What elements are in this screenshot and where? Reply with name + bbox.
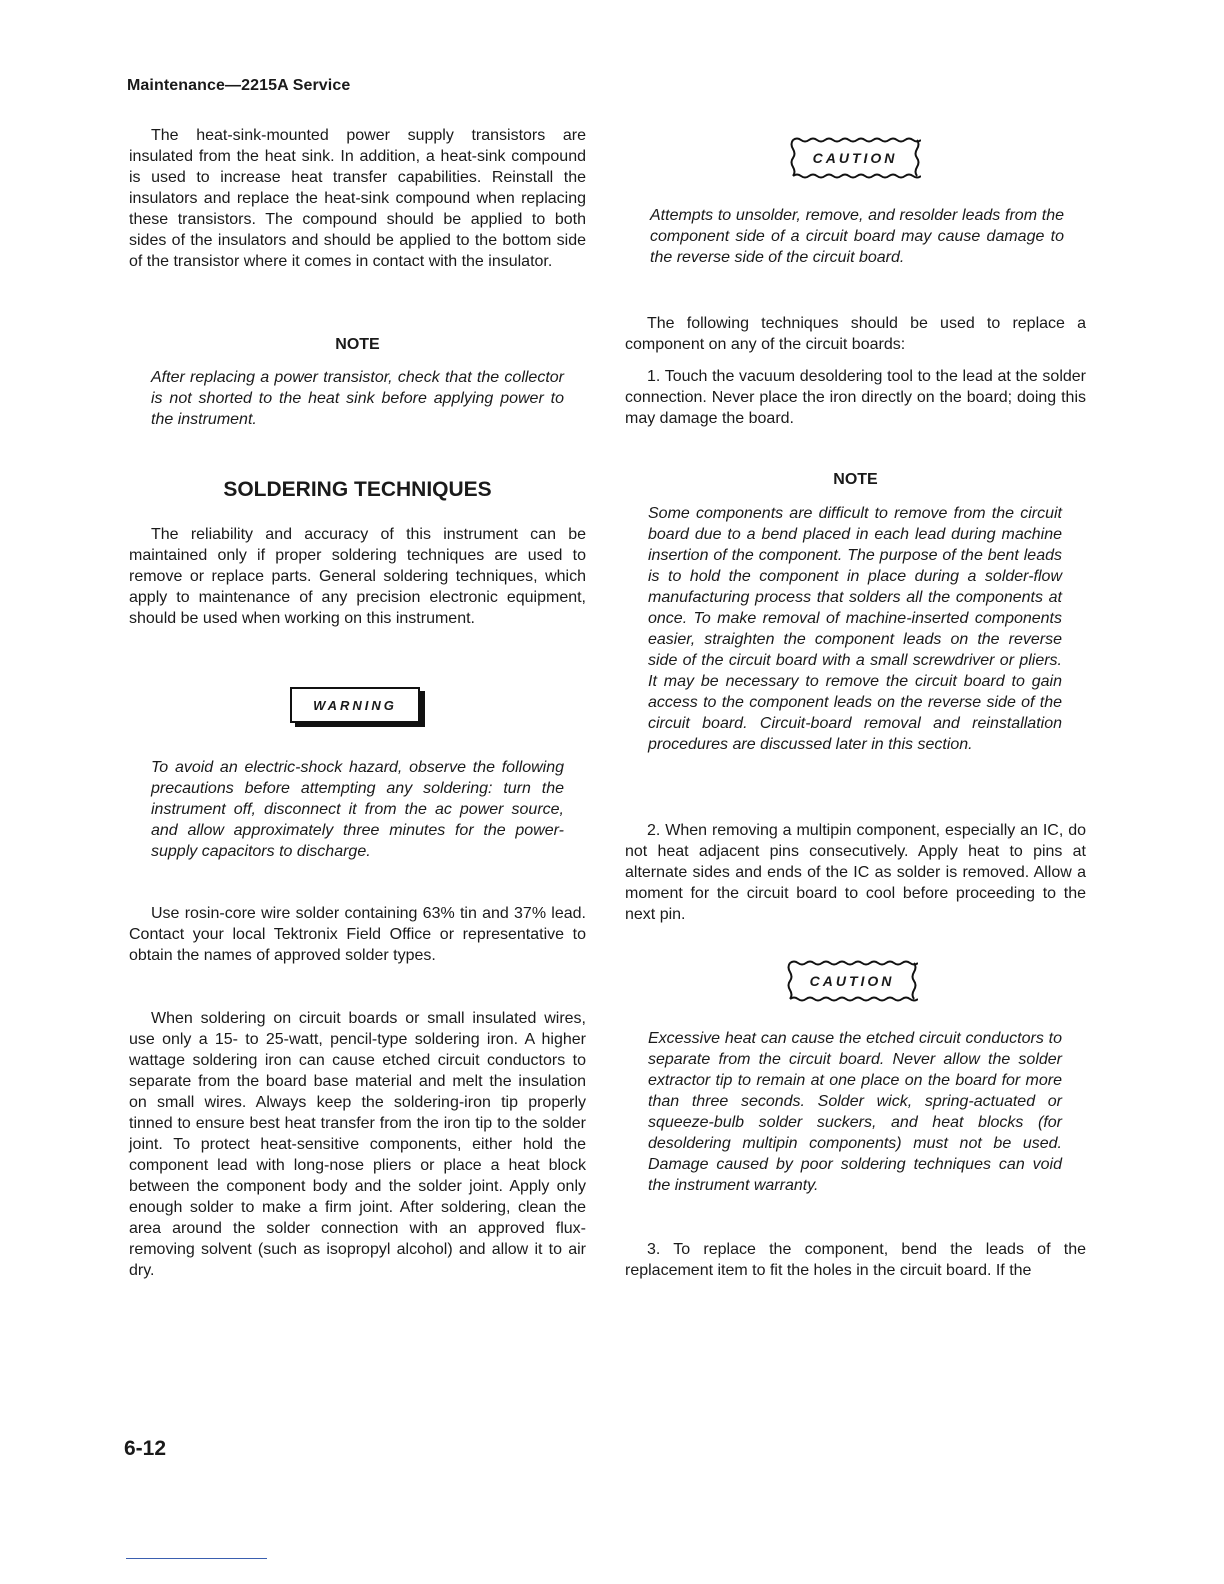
paragraph: The heat-sink-mounted power supply transistors are insulated from the heat sink. In addition, a heat-sink compound is used to increase heat transfer capabilities. Reinstall the insulators and replace the heat-sink compound when replacing these transistors. The compound should be applied to both sides of the insulators and should be applied to the bottom side of the transistor where it comes in contact with the insulator. [129,127,586,270]
right-para-techniques [625,313,1086,355]
note-title: NOTE [335,336,380,353]
note-text: After replacing a power transistor, check that the collector is not shorted to the heat sink before applying power to the instrument. [151,369,564,428]
note-text: Some components are difficult to remove from the circuit board due to a bend placed in each lead during machine insertion of the component. The purpose of the bent leads is to hold the component in place during a solder-flow manufacturing process that solders all the components at once. To make removal of machine-inserted components easier, straighten the component leads on the reverse side of the circuit board with a small screwdriver or pliers. It may be necessary to remove the circuit board to gain access to the component leads on the reverse side of the circuit board. Circuit-board removal and reinstallation procedures are discussed later in this section. [648,505,1062,753]
left-para-heat-sink [129,125,586,272]
caution-text-block [650,205,1064,268]
caution-label-box [786,957,918,1005]
step-1 [625,366,1086,429]
note-power-transistor [151,367,564,430]
caution-label: CAUTION [809,973,895,989]
paragraph: 1. Touch the vacuum desoldering tool to the lead at the solder connection. Never place the iron directly on the board; doing this may damage the board. [625,368,1086,427]
paragraph: Use rosin-core wire solder containing 63% tin and 37% lead. Contact your local Tektronix Field Office or representative to obtain the names of approved solder types. [129,905,586,964]
paragraph: The following techniques should be used to replace a component on any of the circuit boards: [625,315,1086,353]
caution-text: Attempts to unsolder, remove, and resolder leads from the component side of a circuit board may cause damage to the reverse side of the circuit board. [650,207,1064,266]
section-title: SOLDERING TECHNIQUES [223,478,492,501]
paragraph: The reliability and accuracy of this instrument can be maintained only if proper soldering techniques are used to remove or replace parts. General soldering techniques, which apply to maintenance of any precision electronic equipment, should be used when working on this instrument. [129,526,586,627]
step-2 [625,820,1086,925]
left-para-reliability [129,524,586,629]
left-para-soldering-iron [129,1008,586,1281]
warning-label-box: WARNING [290,687,420,723]
note-title: NOTE [833,471,878,488]
left-para-solder [129,903,586,966]
paragraph: When soldering on circuit boards or small insulated wires, use only a 15- to 25-watt, pencil-type soldering iron. A higher wattage soldering iron can cause etched circuit conductors to separate from the board base material and melt the insulation on small wires. Always keep the soldering-iron tip properly tinned to ensure best heat transfer from the iron tip to the solder joint. To protect heat-sensitive components, either hold the component lead with long-nose pliers or place a heat block between the component body and the solder joint. Apply only enough solder to make a firm joint. After soldering, clean the area around the solder connection with an approved flux-removing solvent (such as isopropyl alcohol) and allow it to air dry. [129,1010,586,1279]
paragraph: 3. To replace the component, bend the leads of the replacement item to fit the holes in the circuit board. If the [625,1241,1086,1279]
caution-text-block [648,1028,1062,1196]
note-bent-leads [648,503,1062,755]
footer-rule [126,1558,267,1559]
caution-label: CAUTION [812,150,898,166]
caution-text: Excessive heat can cause the etched circuit conductors to separate from the circuit board. Never allow the solder extractor tip to remain at one place on the board for more than three seconds. Solder wick, spring-actuated or squeeze-bulb solder suckers, and heat blocks (for desoldering multipin components) must not be used. Damage caused by poor soldering techniques can void the instrument warranty. [648,1030,1062,1194]
page-header: Maintenance—2215A Service [127,77,351,94]
warning-text: To avoid an electric-shock hazard, observe the following precautions before attempting any soldering: turn the instrument off, disconnect it from the ac power source, and allow approximately three minutes for the power-supply capacitors to discharge. [151,759,564,860]
caution-label-box [789,134,921,182]
paragraph: 2. When removing a multipin component, especially an IC, do not heat adjacent pins consecutively. Apply heat to pins at alternate sides and ends of the IC as solder is removed. Allow a moment for the circuit board to cool before proceeding to the next pin. [625,822,1086,923]
warning-text-block [151,757,564,862]
step-3 [625,1239,1086,1281]
page-number: 6-12 [124,1437,167,1460]
